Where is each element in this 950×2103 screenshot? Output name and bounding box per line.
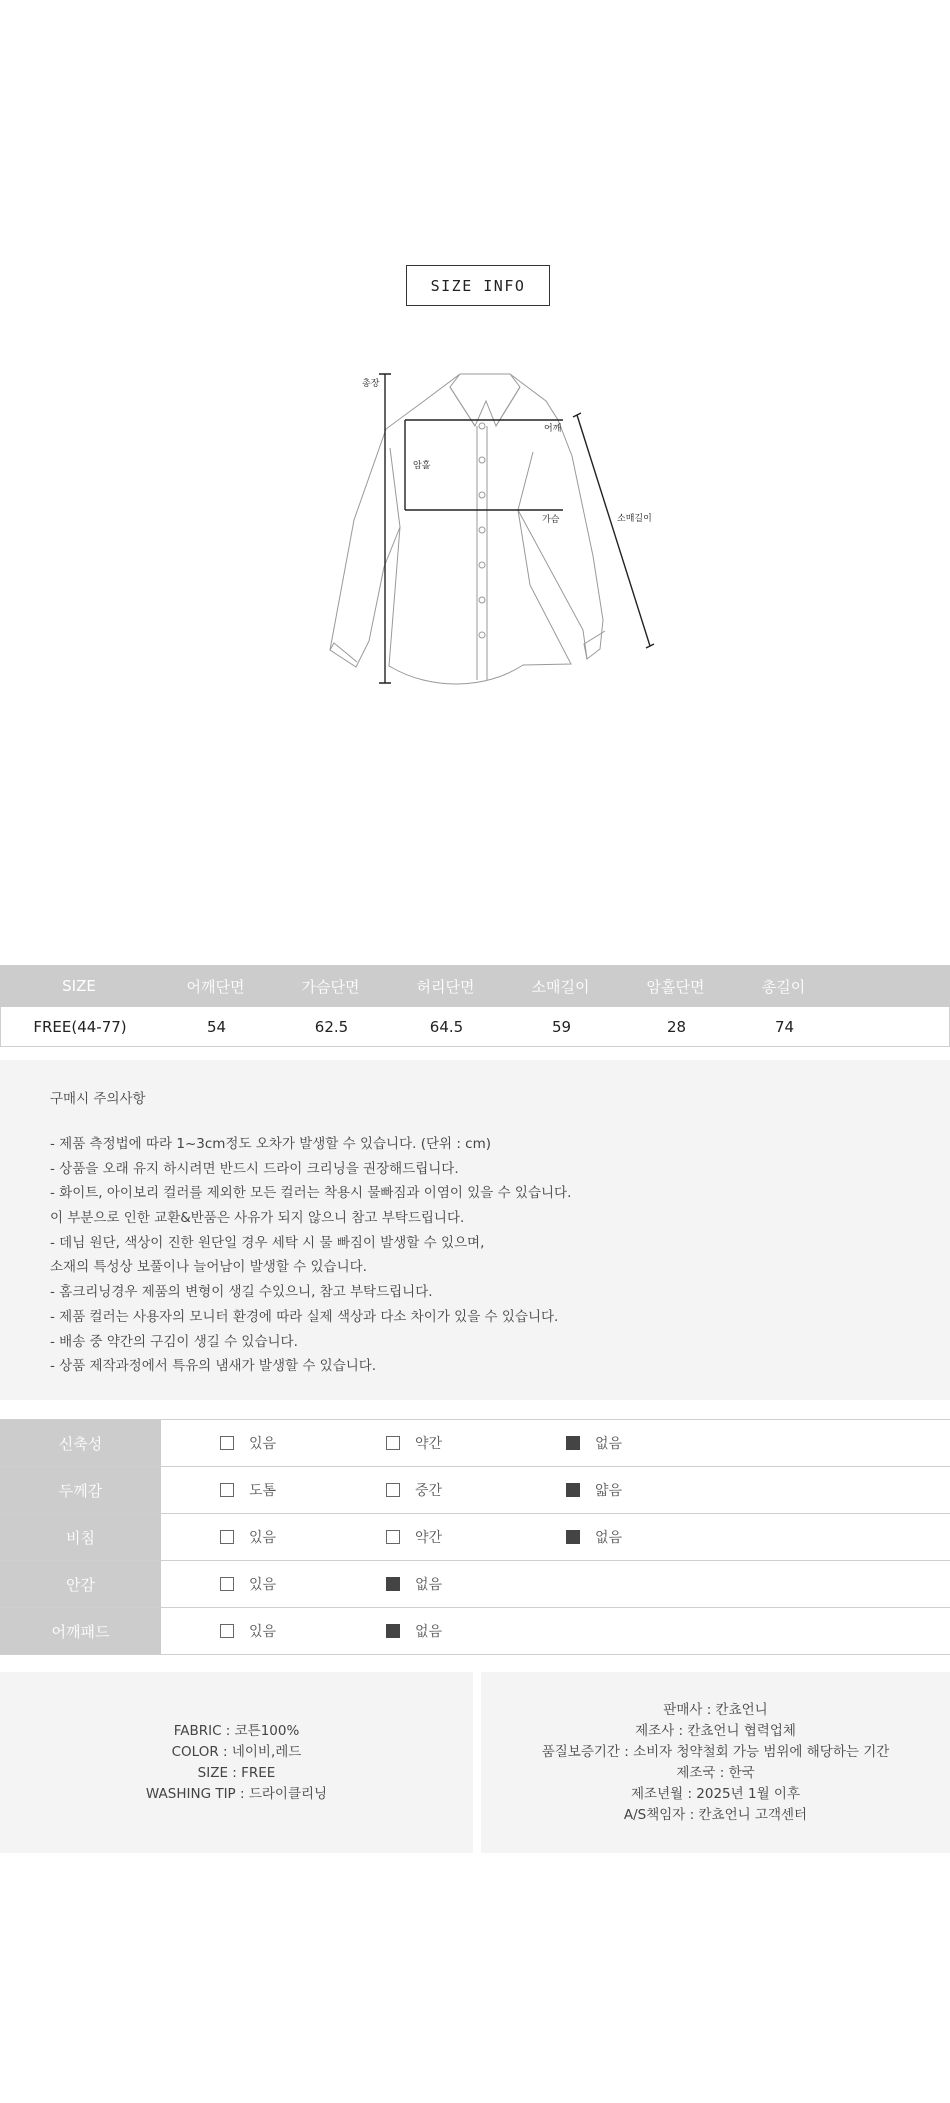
as-contact-line: A/S책임자 : 칸쵸언니 고객센터	[623, 1806, 808, 1823]
size-table-header	[0, 965, 950, 1007]
attribute-option: 중간	[386, 1467, 442, 1513]
attribute-option: 있음	[220, 1514, 276, 1560]
attribute-option: 있음	[220, 1420, 276, 1466]
size-info-title: SIZE INFO	[406, 265, 550, 306]
checkbox-icon	[220, 1624, 234, 1638]
attribute-row-sheerness	[0, 1514, 950, 1561]
washing-tip-line: WASHING TIP : 드라이클리닝	[145, 1785, 328, 1802]
cell-sleeve: 59	[551, 1017, 572, 1036]
origin-line: 제조국 : 한국	[676, 1764, 755, 1781]
label-armhole: 암홀	[413, 461, 431, 471]
cell-waist: 64.5	[429, 1017, 464, 1036]
attribute-label: 어깨패드	[0, 1608, 161, 1654]
attribute-label: 비침	[0, 1514, 161, 1560]
checkbox-icon	[386, 1483, 400, 1497]
notice-line: - 제품 컬러는 사용자의 모니터 환경에 따라 실제 색상과 다소 차이가 있을 수 있습니다.	[50, 1308, 559, 1325]
attribute-row-stretch	[0, 1420, 950, 1467]
seller-line: 판매사 : 칸쵸언니	[663, 1701, 768, 1718]
header-shoulder: 어깨단면	[186, 977, 245, 996]
attribute-option: 있음	[220, 1608, 276, 1654]
shirt-diagram-svg	[320, 360, 670, 700]
cell-shoulder: 54	[206, 1017, 227, 1036]
manufacturer-line: 제조사 : 칸쵸언니 협력업체	[635, 1722, 796, 1739]
attribute-option: 없음	[566, 1420, 622, 1466]
checked-box-icon	[566, 1436, 580, 1450]
checkbox-icon	[220, 1436, 234, 1450]
notice-line: - 배송 중 약간의 구김이 생길 수 있습니다.	[50, 1333, 298, 1350]
attribute-label: 안감	[0, 1561, 161, 1607]
checked-box-icon	[386, 1624, 400, 1638]
header-total-length: 총길이	[761, 977, 806, 996]
purchase-notice	[0, 1060, 950, 1400]
attribute-option: 있음	[220, 1561, 276, 1607]
checked-box-icon	[386, 1577, 400, 1591]
attribute-option: 없음	[386, 1608, 442, 1654]
notice-line: - 홈크리닝경우 제품의 변형이 생길 수있으니, 참고 부탁드립니다.	[50, 1284, 433, 1301]
shirt-measurement-diagram	[320, 360, 670, 700]
attribute-row-thickness	[0, 1467, 950, 1514]
attribute-option: 없음	[386, 1561, 442, 1607]
attribute-row-shoulder-pad	[0, 1608, 950, 1655]
notice-line: - 상품을 오래 유지 하시려면 반드시 드라이 크리닝을 권장해드립니다.	[50, 1160, 459, 1177]
attribute-label: 신축성	[0, 1420, 161, 1466]
seller-info-panel	[481, 1672, 950, 1853]
notice-line: - 데님 원단, 색상이 진한 원단일 경우 세탁 시 물 빠짐이 발생할 수 있으며,	[50, 1234, 485, 1251]
checkbox-icon	[220, 1483, 234, 1497]
attribute-label: 두께감	[0, 1467, 161, 1513]
attribute-option: 도톰	[220, 1467, 276, 1513]
label-chest: 가슴	[542, 515, 560, 525]
warranty-line: 품질보증기간 : 소비자 청약철회 가능 범위에 해당하는 기간	[541, 1743, 890, 1760]
cell-chest: 62.5	[314, 1017, 349, 1036]
attribute-row-lining	[0, 1561, 950, 1608]
label-shoulder: 어깨	[544, 424, 562, 434]
fabric-line: FABRIC : 코튼100%	[173, 1722, 300, 1739]
notice-line: - 상품 제작과정에서 특유의 냄새가 발생할 수 있습니다.	[50, 1358, 377, 1375]
notice-line: 소재의 특성상 보풀이나 늘어남이 발생할 수 있습니다.	[50, 1259, 367, 1276]
notice-line: - 화이트, 아이보리 컬러를 제외한 모든 컬러는 착용시 물빠짐과 이염이 있을 수 있습니다.	[50, 1185, 572, 1202]
checkbox-icon	[220, 1577, 234, 1591]
cell-total-length: 74	[774, 1017, 795, 1036]
manufacture-date-line: 제조년월 : 2025년 1월 이후	[631, 1785, 800, 1802]
header-armhole: 암홀단면	[646, 977, 705, 996]
cell-size: FREE(44-77)	[33, 1017, 127, 1036]
header-chest: 가슴단면	[301, 977, 360, 996]
notice-line: 이 부분으로 인한 교환&반품은 사유가 되지 않으니 참고 부탁드립니다.	[50, 1210, 465, 1227]
label-sleeve: 소매길이	[617, 514, 652, 524]
color-line: COLOR : 네이비,레드	[171, 1743, 302, 1760]
attribute-option: 약간	[386, 1420, 442, 1466]
header-sleeve: 소매길이	[531, 977, 590, 996]
notice-line: - 제품 측정법에 따라 1~3cm정도 오차가 발생할 수 있습니다. (단위 : cm)	[50, 1136, 492, 1152]
label-total-length: 총장	[362, 379, 380, 389]
attribute-option: 없음	[566, 1514, 622, 1560]
attribute-option: 얇음	[566, 1467, 622, 1513]
notice-title: 구매시 주의사항	[50, 1091, 146, 1107]
checked-box-icon	[566, 1530, 580, 1544]
checkbox-icon	[386, 1530, 400, 1544]
attribute-option: 약간	[386, 1514, 442, 1560]
checkbox-icon	[220, 1530, 234, 1544]
fabric-info-panel	[0, 1672, 473, 1853]
table-row	[0, 1007, 950, 1047]
checked-box-icon	[566, 1483, 580, 1497]
cell-armhole: 28	[666, 1017, 687, 1036]
size-line: SIZE : FREE	[197, 1764, 276, 1781]
checkbox-icon	[386, 1436, 400, 1450]
header-size: SIZE	[62, 977, 96, 995]
header-waist: 허리단면	[416, 977, 475, 996]
size-table	[0, 965, 950, 1047]
fabric-attributes-table	[0, 1419, 950, 1655]
